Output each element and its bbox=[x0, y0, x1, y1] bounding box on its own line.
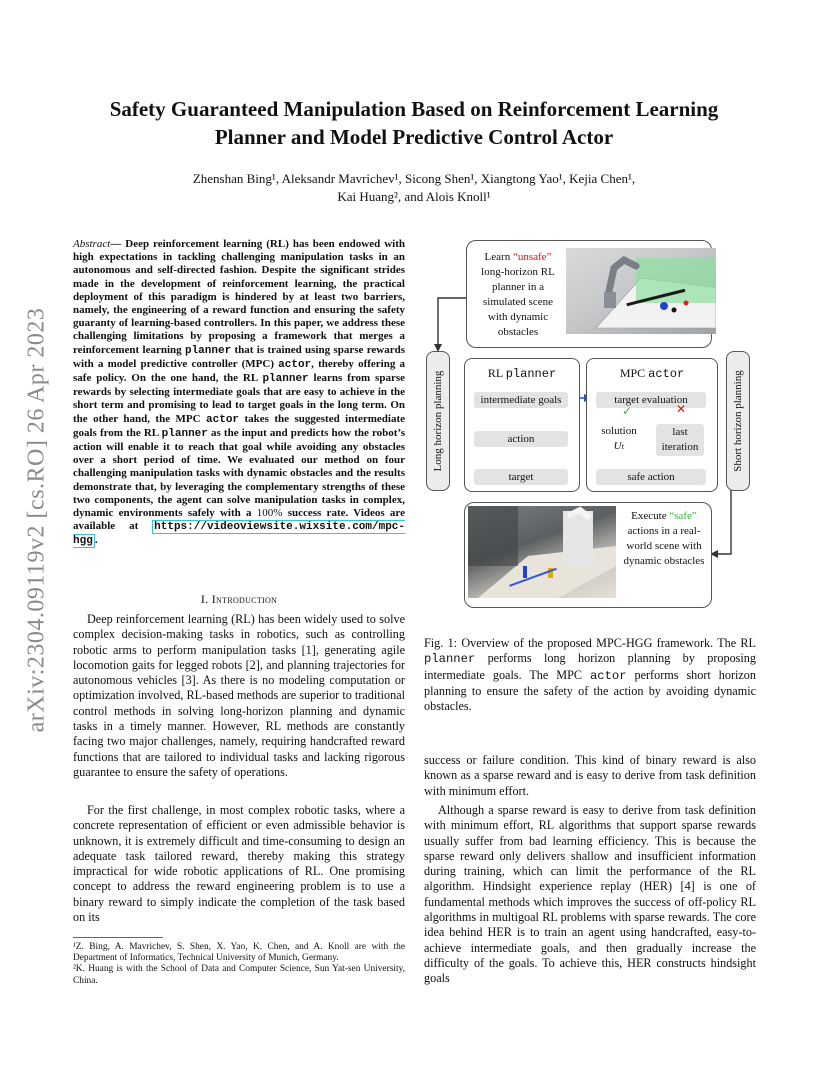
check-icon: ✓ bbox=[621, 404, 633, 418]
learn-prefix: Learn bbox=[484, 251, 513, 263]
planner-term: planner bbox=[505, 367, 557, 381]
safe-action-node: safe action bbox=[596, 469, 706, 485]
section-heading: I. Introduction bbox=[200, 592, 278, 606]
mpc-label: MPC bbox=[619, 366, 649, 380]
caption-text: Fig. 1: Overview of the proposed MPC-HGG framework. The RL bbox=[424, 636, 756, 650]
mpc-actor-title bbox=[586, 366, 718, 382]
paper-title bbox=[60, 95, 768, 151]
abstract-text: , thereby offering a safe policy. On the one hand, the RL bbox=[73, 357, 405, 385]
execute-prefix: Execute bbox=[631, 510, 670, 522]
abstract-text: takes the suggested intermediate goals from the RL bbox=[73, 412, 406, 439]
abstract-text: learns from sparse rewards by selecting intermediate goals that are easy to achieve in the short term and promising to lead to target goals in the long term. On the other hand, the MPC bbox=[73, 372, 405, 425]
real-world-image bbox=[468, 506, 616, 598]
long-horizon-label: Long horizon planning bbox=[432, 370, 444, 472]
title-line-2: Planner and Model Predictive Control Actor bbox=[214, 125, 614, 149]
figure-1-diagram bbox=[424, 238, 756, 610]
abstract-text: . bbox=[94, 534, 98, 547]
success-rate: 100% bbox=[256, 507, 283, 520]
actor-term: actor bbox=[648, 367, 685, 381]
right-paragraph-1: success or failure condition. This kind of binary reward is also known as a sparse reward and is easy to derive from task definition with minimum effort. bbox=[424, 753, 756, 798]
long-horizon-bar bbox=[426, 351, 450, 491]
solution-label: solution bbox=[601, 425, 637, 437]
caption-planner-term: planner bbox=[424, 652, 476, 667]
intro-paragraph-2: For the first challenge, in most complex robotic tasks, where a concrete representation of efficient or even admissible behavior is unknown, it is extremely difficult and time-consuming to design an adequate task tailored reward, thereby making this strategy impractical for wide robotic applications of RL. One promising concept to address the reward engineering problem is to use a binary reward to simply indicate the completion of the task based on its bbox=[73, 803, 405, 925]
author-list bbox=[60, 170, 768, 206]
learn-description: long-horizon RL planner in a simulated scene with dynamic obstacles bbox=[481, 266, 555, 338]
unsafe-label: “unsafe” bbox=[512, 251, 552, 263]
abstract-actor-term: actor bbox=[278, 358, 312, 371]
last-label: last bbox=[672, 426, 688, 438]
short-horizon-bar bbox=[726, 351, 750, 491]
abstract bbox=[73, 238, 405, 549]
arxiv-identifier: arXiv:2304.09119v2 [cs.RO] 26 Apr 2023 bbox=[23, 307, 50, 733]
abstract-text: success rate. Videos are available at bbox=[73, 507, 405, 533]
solution-symbol: Uₜ bbox=[613, 440, 625, 452]
short-horizon-label: Short horizon planning bbox=[732, 370, 744, 472]
right-paragraph-2: Although a sparse reward is easy to derive from task definition with minimum effort, RL algorithms that support sparse rewards usually suffer from bad learning efficiency. This is because the sparse reward only delivers shallow and insufficient information during training, which can limit the performance of the RL algorithm. Hindsight experience replay (HER) [4] is one of fundamental methods which improves the success of off-policy RL algorithms in multigoal RL problems with sparse rewards. The core idea behind HER is to train an agent using handcrafted, easy-to-achieve intermediate goals, and then gradually increase the difficulty of the goals. To achieve this, HER constructs hindsight goals bbox=[424, 803, 756, 986]
abstract-planner-term: planner bbox=[161, 427, 208, 440]
real-world-scene bbox=[468, 506, 616, 598]
authors-line-1: Zhenshan Bing¹, Aleksandr Mavrichev¹, Sicong Shen¹, Xiangtong Yao¹, Kejia Chen¹, bbox=[192, 171, 636, 186]
target-evaluation-node: target evaluation bbox=[596, 392, 706, 408]
iteration-label: iteration bbox=[661, 441, 699, 453]
intro-paragraph-1: Deep reinforcement learning (RL) has been widely used to solve complex decision-making tasks in robotics, such as controlling robotic arms to perform manipulation tasks [1], generating agile locomotion gaits for legged robots [2], and planning trajectories for autonomous vehicles [3]. As there is no modeling computation or optimization involved, RL-based methods are superior to traditional control methods in solving long-horizon planning and dynamic tasks in a timely manner. However, RL methods are constantly facing two major challenges, namely, requiring handcrafted reward functions that are tailored to individual tasks and lacking rigorous guarantee to ensure the safety of operations. bbox=[73, 612, 405, 779]
footnotes bbox=[73, 942, 405, 987]
footnote-1: ¹Z. Bing, A. Mavrichev, S. Shen, X. Yao, K. Chen, and A. Knoll are with the Department of Informatics, Technical University of Munich, Germany. bbox=[73, 942, 405, 964]
abstract-planner-term: planner bbox=[184, 344, 232, 357]
abstract-text: that is trained using sparse rewards with a model predictive controller (MPC) bbox=[73, 343, 405, 370]
solution-node bbox=[594, 424, 644, 454]
arxiv-sidebar bbox=[16, 285, 58, 755]
safe-label: “safe” bbox=[669, 510, 697, 522]
rl-label: RL bbox=[487, 366, 506, 380]
caption-actor-term: actor bbox=[589, 668, 627, 683]
figure-1-caption bbox=[424, 636, 756, 714]
footnote-divider bbox=[73, 937, 163, 938]
action-node: action bbox=[474, 431, 568, 447]
abstract-label: Abstract bbox=[73, 238, 111, 250]
authors-line-2: Kai Huang², and Alois Knoll¹ bbox=[337, 189, 491, 204]
abstract-actor-term: actor bbox=[206, 413, 240, 426]
cross-icon: ✕ bbox=[675, 402, 687, 416]
target-node: target bbox=[474, 469, 568, 485]
abstract-text: — Deep reinforcement learning (RL) has been endowed with high expectations in tackling challenging manipulation tasks in an autonomous and self-directed fashion. Despite the significant strides made in the development of reinforcement learning, the practical deployment of this paradigm is hindered by at least two barriers, namely, the engineering of a reward function and ensuring the safety guaranty of learning-based controllers. In this paper, we address these challenging limitations by proposing a framework that merges a reinforcement learning bbox=[73, 238, 405, 356]
footnote-2: ²K. Huang is with the School of Data and Computer Science, Sun Yat-sen University, China. bbox=[73, 964, 405, 986]
abstract-text: as the input and predicts how the robot’s action will enable it to reach that goal while avoiding any obstacles over a short period of time. We evaluated our method on four challenging manipulation tasks with dynamic obstacles and the results demonstrate that, by leveraging the complementary strengths of these two components, the agent can solve manipulation tasks in complex, dynamic environments safely with a bbox=[73, 426, 405, 520]
intermediate-goals-node: intermediate goals bbox=[474, 392, 568, 408]
video-link[interactable]: https://videoviewsite.wixsite.com/mpc-hgg bbox=[73, 521, 405, 548]
execute-description: actions in a real-world scene with dynamic obstacles bbox=[623, 525, 705, 567]
title-line-1: Safety Guaranteed Manipulation Based on Reinforcement Learning bbox=[109, 97, 719, 121]
execute-safe-text bbox=[620, 509, 708, 569]
caption-text: performs short horizon planning to ensure the safety of the action by avoiding dynamic obstacles. bbox=[424, 667, 756, 714]
caption-text: performs long horizon planning by proposing intermediate goals. The MPC bbox=[424, 651, 756, 682]
last-iteration-node bbox=[656, 424, 704, 456]
rl-planner-title bbox=[464, 366, 580, 382]
abstract-planner-term: planner bbox=[262, 373, 309, 386]
